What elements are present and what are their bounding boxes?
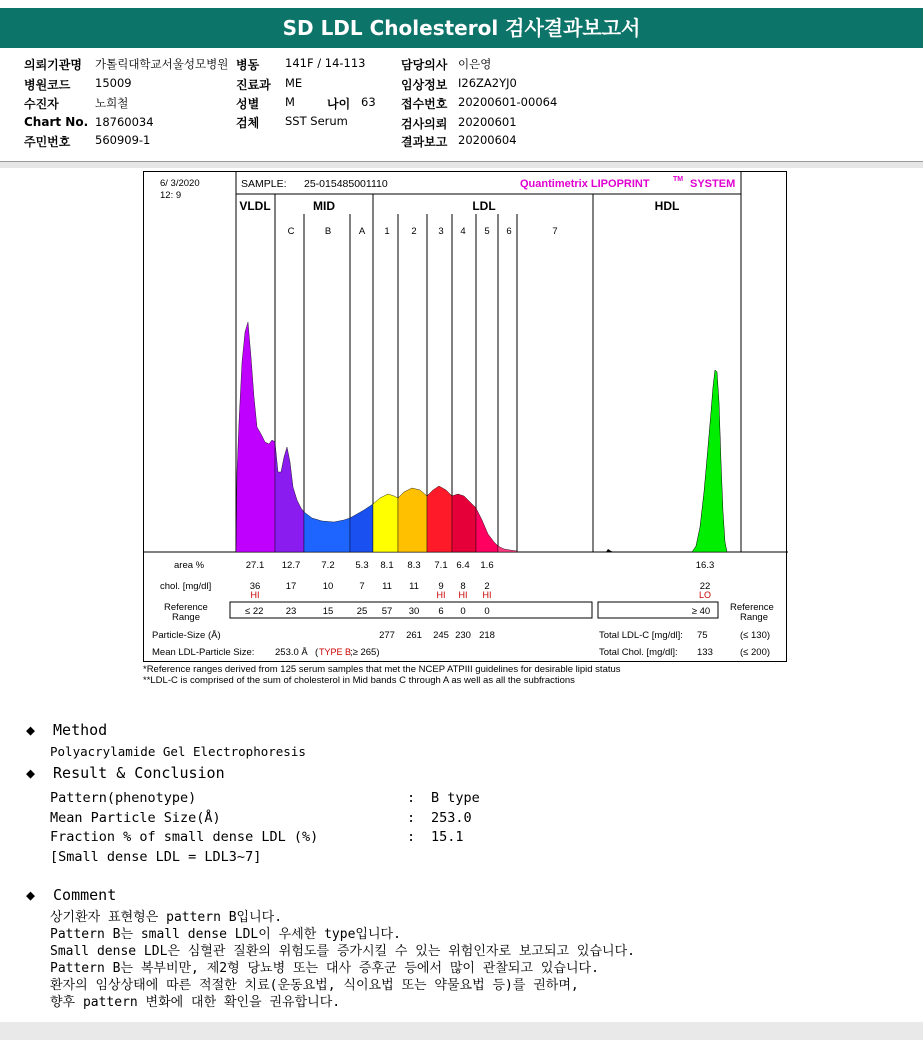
area-value: 5.3 — [355, 560, 369, 571]
receipt-no-label: 접수번호 — [401, 97, 448, 111]
result-pattern-value: B type — [431, 790, 480, 806]
institution-label: 의뢰기관명 — [24, 58, 82, 72]
method-heading: Method — [53, 721, 108, 739]
hdl-chol-flag: LO — [698, 590, 712, 600]
patient-value: 노희철 — [95, 96, 129, 110]
band-label: 1 — [384, 226, 390, 237]
band-area-B — [304, 512, 350, 552]
area-row-label: area % — [174, 560, 205, 571]
band-label: B — [324, 226, 332, 237]
comment-line-3: Small dense LDL은 심혈관 질환의 위험도를 증가시킬 수 있는 위험인자로 보고되고 있습니다. — [50, 944, 635, 959]
ref-value: 0 — [484, 606, 490, 617]
area-value: 7.2 — [321, 560, 335, 571]
zone-label: VLDL — [239, 199, 271, 213]
diamond-bullet-icon: ◆ — [26, 721, 36, 739]
total-ldl-range: (≤ 130) — [740, 630, 771, 641]
band-label: 6 — [506, 226, 512, 237]
department-label: 진료과 — [236, 78, 271, 92]
band-area-2 — [398, 488, 427, 552]
band-area-5 — [476, 508, 498, 552]
area-value: 12.7 — [281, 560, 301, 571]
doctor-value: 이은영 — [458, 57, 492, 71]
comment-line-5: 환자의 임상상태에 따른 적절한 치료(운동요법, 식이요법 또는 약물요법 등)를 권하며, — [50, 978, 579, 993]
area-value: 8.1 — [380, 560, 394, 571]
result-size-sep: : — [407, 810, 416, 826]
ref-value: 0 — [460, 606, 466, 617]
zone-label: LDL — [472, 199, 496, 213]
chol-value: 10 — [322, 581, 334, 592]
sex-label: 성별 — [236, 97, 260, 111]
chol-value: 8 — [460, 581, 466, 592]
band-label: 4 — [460, 226, 466, 237]
area-value: 7.1 — [434, 560, 448, 571]
ssn-value: 560909-1 — [95, 133, 151, 147]
ward-value: 141F / 14-113 — [285, 56, 366, 70]
band-area-4 — [452, 494, 476, 552]
band-label: 7 — [552, 226, 558, 237]
chol-value: 2 — [484, 581, 490, 592]
patient-label: 수진자 — [24, 97, 59, 111]
department-value: ME — [285, 76, 303, 90]
total-chol-label: Total Chol. [mg/dl]: — [599, 647, 678, 658]
comment-heading: Comment — [53, 886, 117, 904]
ref-row-label-1: Reference — [164, 602, 208, 613]
hdl-area-value: 16.3 — [695, 560, 715, 571]
mean-paren-open: ( — [315, 647, 319, 658]
specimen-label: 검체 — [236, 116, 260, 130]
result-pattern-label: Pattern(phenotype) — [50, 790, 197, 806]
band-label: A — [358, 226, 366, 237]
ref-row-label-2: Range — [172, 612, 200, 623]
zone-labels — [239, 199, 679, 213]
method-text: Polyacrylamide Gel Electrophoresis — [50, 744, 306, 759]
comment-line-1: 상기환자 표현형은 pattern B입니다. — [50, 910, 283, 925]
comment-line-4: Pattern B는 복부비만, 제2형 당뇨병 또는 대사 증후군 등에서 많이 관찰되고 있습니다. — [50, 961, 599, 976]
chol-value: 9 — [438, 581, 444, 592]
hdl-chol-value: 22 — [699, 581, 711, 592]
clinical-info-label: 임상정보 — [401, 78, 448, 92]
report-title: SD LDL Cholesterol 검사결과보고서 — [0, 8, 923, 48]
report-date-label: 결과보고 — [401, 135, 448, 149]
comment-heading-row — [26, 886, 116, 904]
area-value: 8.3 — [407, 560, 421, 571]
band-area-3 — [427, 486, 452, 552]
comment-line-2: Pattern B는 small dense LDL이 우세한 type입니다. — [50, 927, 401, 942]
ref-value: 30 — [408, 606, 420, 617]
total-chol-range: (≤ 200) — [740, 647, 771, 658]
results-table — [152, 560, 774, 658]
band-label: 3 — [438, 226, 444, 237]
band-area-6 — [498, 546, 517, 552]
mean-size-label: Mean LDL-Particle Size: — [152, 647, 255, 658]
sample-value: 25-015485001110 — [304, 178, 388, 190]
request-date-label: 검사의뢰 — [401, 117, 448, 131]
diamond-bullet-icon: ◆ — [26, 764, 36, 782]
band-label: C — [287, 226, 295, 237]
particle-size-label: Particle-Size (Å) — [152, 630, 221, 641]
result-fraction-label: Fraction % of small dense LDL (%) — [50, 829, 319, 845]
total-chol-value: 133 — [697, 647, 713, 658]
test-time: 12: 9 — [160, 190, 182, 201]
chol-row-label: chol. [mg/dl] — [160, 581, 212, 592]
total-ldl-value: 75 — [697, 630, 708, 641]
chol-flag: HI — [436, 590, 446, 600]
chart-no-value: 18760034 — [95, 115, 154, 129]
ref-value: 25 — [356, 606, 368, 617]
age-label: 나이 — [327, 97, 351, 111]
clinical-info-value: I26ZA2YJ0 — [458, 76, 517, 90]
area-value: 1.6 — [480, 560, 494, 571]
result-heading: Result & Conclusion — [53, 764, 225, 782]
footnote-2: **LDL-C is comprised of the sum of cholesterol in Mid bands C through A as well as all the subfractions — [143, 675, 575, 686]
brand-tm: TM — [673, 176, 684, 183]
ref-value: ≤ 22 — [245, 606, 264, 617]
brand-name: Quantimetrix LIPOPRINT — [520, 178, 650, 190]
bottom-band — [0, 1022, 923, 1040]
test-date: 6/ 3/2020 — [160, 178, 200, 189]
ref-row-label-right-1: Reference — [730, 602, 774, 613]
chol-flag: HI — [250, 590, 260, 600]
hospital-code-label: 병원코드 — [24, 78, 71, 92]
chol-value: 17 — [285, 581, 297, 592]
lipoprint-chart — [144, 172, 788, 663]
result-heading-row — [26, 764, 225, 782]
band-area-1 — [373, 494, 398, 552]
age-value: 63 — [361, 95, 376, 109]
zone-label: HDL — [654, 199, 680, 213]
specimen-value: SST Serum — [285, 114, 348, 128]
chol-value: 11 — [409, 581, 419, 592]
result-note: [Small dense LDL = LDL3~7] — [50, 849, 262, 865]
result-size-value: 253.0 — [431, 810, 472, 826]
band-area-A — [350, 504, 373, 552]
chol-flag: HI — [482, 590, 492, 600]
particle-size-value: 245 — [433, 630, 449, 641]
particle-size-value: 277 — [379, 630, 395, 641]
area-value: 27.1 — [245, 560, 265, 571]
footnote-1: *Reference ranges derived from 125 serum samples that met the NCEP ATPIII guidelines for desirable lipid status — [143, 664, 621, 675]
table-values — [245, 560, 714, 641]
band-area-HDL — [692, 370, 727, 552]
receipt-no-value: 20200601-00064 — [458, 95, 558, 109]
result-fraction-sep: : — [407, 829, 416, 845]
ref-row-label-right-2: Range — [740, 612, 768, 623]
hdl-ref-value: ≥ 40 — [691, 606, 711, 617]
ref-value: 15 — [322, 606, 334, 617]
band-label: 5 — [484, 226, 490, 237]
ref-value: 57 — [381, 606, 393, 617]
chol-value: 11 — [382, 581, 392, 592]
report-date-value: 20200604 — [458, 133, 517, 147]
band-label: 2 — [411, 226, 417, 237]
lipoprint-report — [143, 171, 787, 662]
total-ldl-label: Total LDL-C [mg/dl]: — [599, 630, 683, 641]
band-area-VLDL — [236, 322, 275, 552]
institution-value: 가톨릭대학교서울성모병원 — [95, 57, 229, 71]
result-fraction-value: 15.1 — [431, 829, 464, 845]
ssn-label: 주민번호 — [24, 135, 71, 149]
mean-rest: ;≥ 265) — [350, 647, 380, 658]
method-heading-row — [26, 721, 107, 739]
result-pattern-sep: : — [407, 790, 416, 806]
mean-type: TYPE B — [319, 647, 352, 657]
ref-value: 23 — [285, 606, 297, 617]
chol-value: 7 — [359, 581, 365, 592]
sample-label: SAMPLE: — [241, 178, 287, 190]
area-value: 6.4 — [456, 560, 470, 571]
brand-system: SYSTEM — [690, 178, 736, 190]
ref-value: 6 — [438, 606, 444, 617]
diamond-bullet-icon: ◆ — [26, 886, 36, 904]
separator-band — [0, 162, 923, 168]
particle-size-value: 261 — [406, 630, 422, 641]
band-area-C — [275, 442, 304, 552]
chart-no-label: Chart No. — [24, 115, 89, 129]
densitometry-curve — [236, 322, 727, 552]
hospital-code-value: 15009 — [95, 76, 132, 90]
comment-line-6: 향후 pattern 변화에 대한 확인을 권유합니다. — [50, 995, 341, 1010]
ward-label: 병동 — [236, 58, 260, 72]
particle-size-value: 230 — [455, 630, 471, 641]
mean-size-value: 253.0 Å — [275, 647, 308, 658]
doctor-label: 담당의사 — [401, 58, 448, 72]
chol-value: 36 — [249, 581, 261, 592]
request-date-value: 20200601 — [458, 115, 517, 129]
particle-size-value: 218 — [479, 630, 495, 641]
zone-label: MID — [313, 199, 335, 213]
result-size-label: Mean Particle Size(Å) — [50, 810, 221, 826]
sex-value: M — [285, 95, 295, 109]
chol-flag: HI — [458, 590, 468, 600]
patient-info-panel — [0, 48, 923, 162]
